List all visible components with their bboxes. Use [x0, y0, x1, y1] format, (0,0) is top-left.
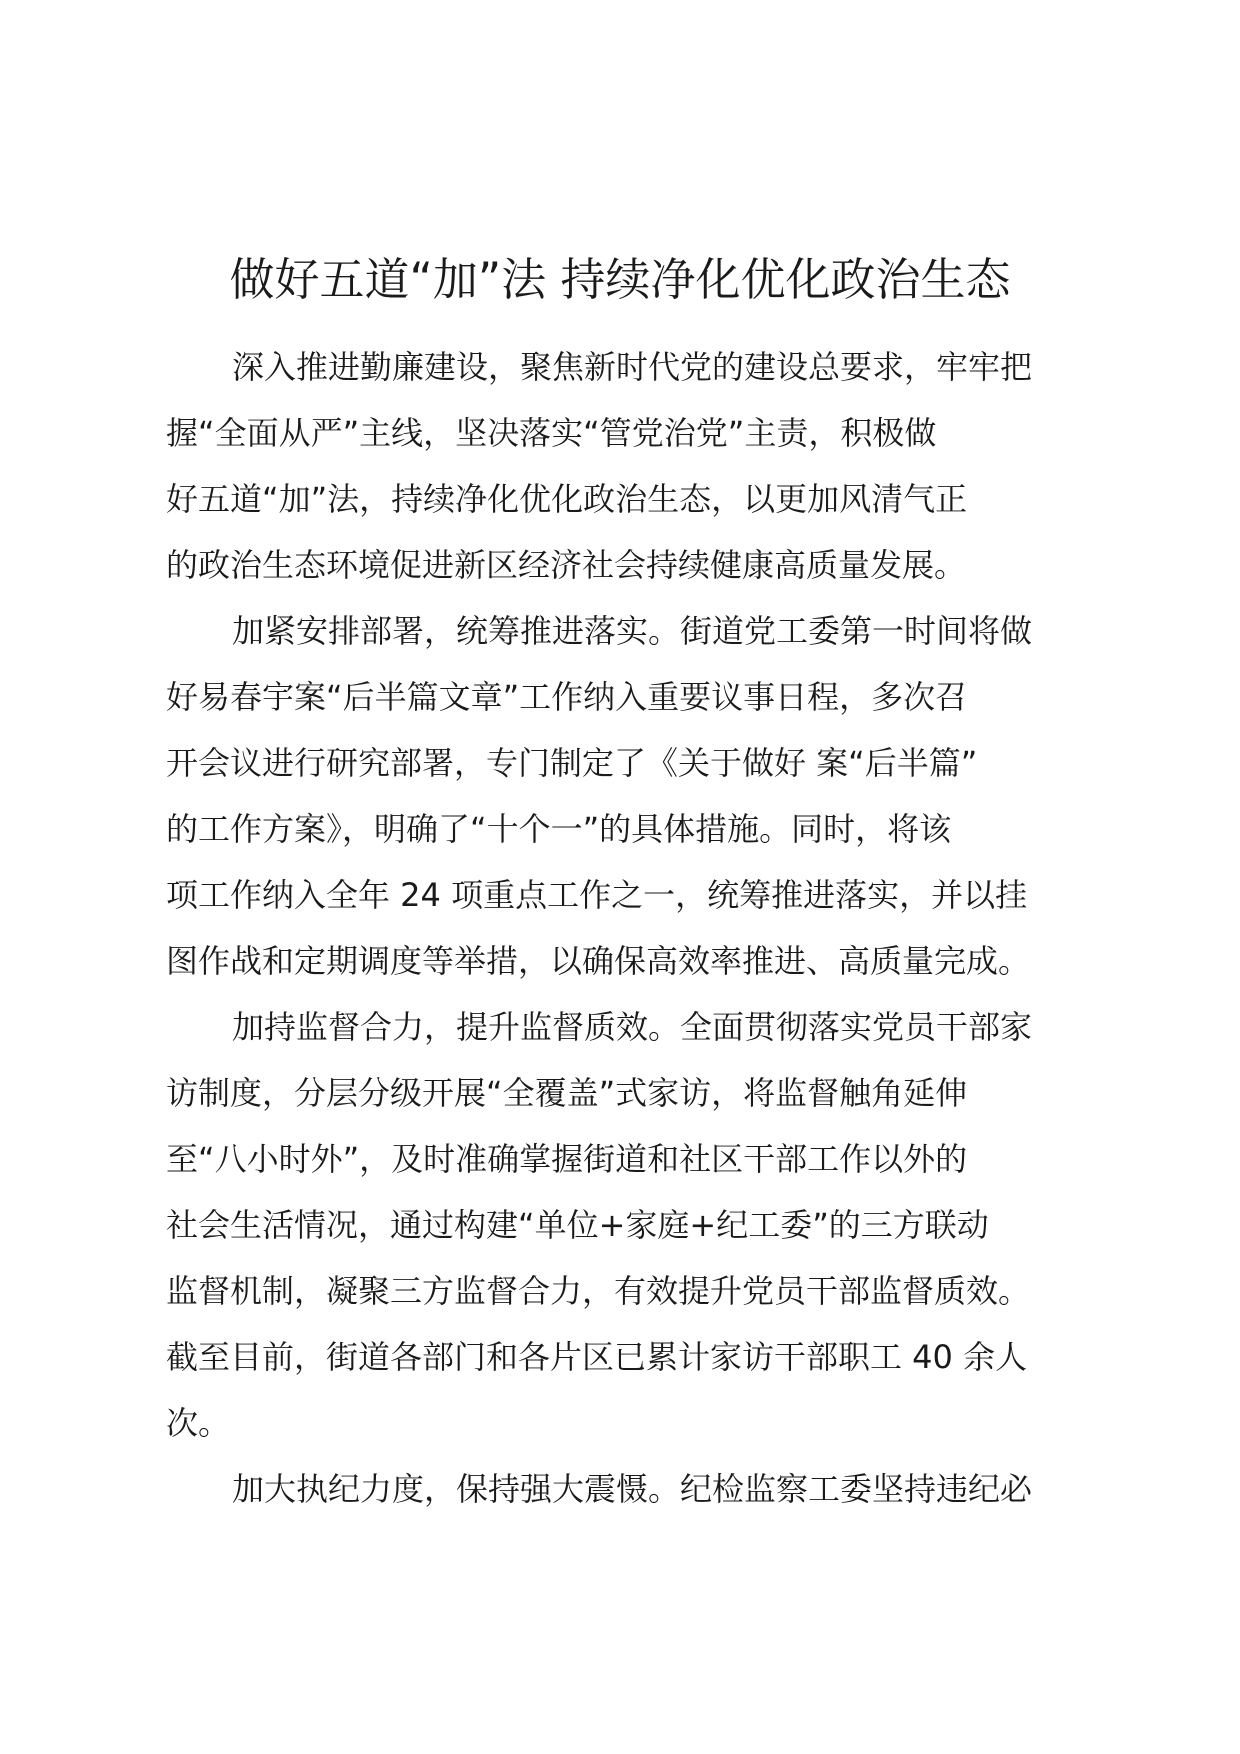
paragraph-4: [166, 1456, 1106, 1522]
paragraph-line: 社会生活情况，通过构建“单位+家庭+纪工委”的三方联动: [166, 1206, 989, 1244]
document-title: 做好五道“加”法 持续净化优化政治生态: [229, 253, 1011, 306]
paragraph-line: 握“全面从严”主线，坚决落实“管党治党”主责，积极做: [166, 414, 937, 452]
paragraph-line: 的工作方案》，明确了“十个一”的具体措施。同时，将该: [166, 810, 952, 848]
paragraph-line: 好易春宇案“后半篇文章”工作纳入重要议事日程，多次召: [166, 678, 968, 716]
paragraph-line: 深入推进勤廉建设，聚焦新时代党的建设总要求，牢牢把: [232, 348, 1033, 386]
paragraph-2: [166, 598, 1106, 994]
paragraph-line: 项工作纳入全年 24 项重点工作之一，统筹推进落实，并以挂: [166, 876, 1028, 914]
paragraph-line: 加大执纪力度，保持强大震慑。纪检监察工委坚持违纪必: [232, 1470, 1033, 1508]
paragraph-line: 次。: [166, 1404, 231, 1442]
paragraph-line: 至“八小时外”，及时准确掌握街道和社区干部工作以外的: [166, 1140, 968, 1178]
paragraph-line: 加持监督合力，提升监督质效。全面贯彻落实党员干部家: [232, 1008, 1033, 1046]
paragraph-line: 好五道“加”法，持续净化优化政治生态，以更加风清气正: [166, 480, 968, 518]
paragraph-3: [166, 994, 1106, 1456]
paragraph-line: 的政治生态环境促进新区经济社会持续健康高质量发展。: [166, 546, 967, 584]
paragraph-line: 访制度，分层分级开展“全覆盖”式家访，将监督触角延伸: [166, 1074, 968, 1112]
paragraph-line: 监督机制，凝聚三方监督合力，有效提升党员干部监督质效。: [166, 1272, 1031, 1310]
paragraph-line: 加紧安排部署，统筹推进落实。街道党工委第一时间将做: [232, 612, 1033, 650]
paragraph-line: 开会议进行研究部署，专门制定了《关于做好 案“后半篇”: [166, 744, 978, 782]
paragraph-1: [166, 334, 1106, 598]
document-body: [166, 334, 1106, 1522]
paragraph-line: 图作战和定期调度等举措，以确保高效率推进、高质量完成。: [166, 942, 1031, 980]
paragraph-line: 截至目前，街道各部门和各片区已累计家访干部职工 40 余人: [166, 1338, 1028, 1376]
